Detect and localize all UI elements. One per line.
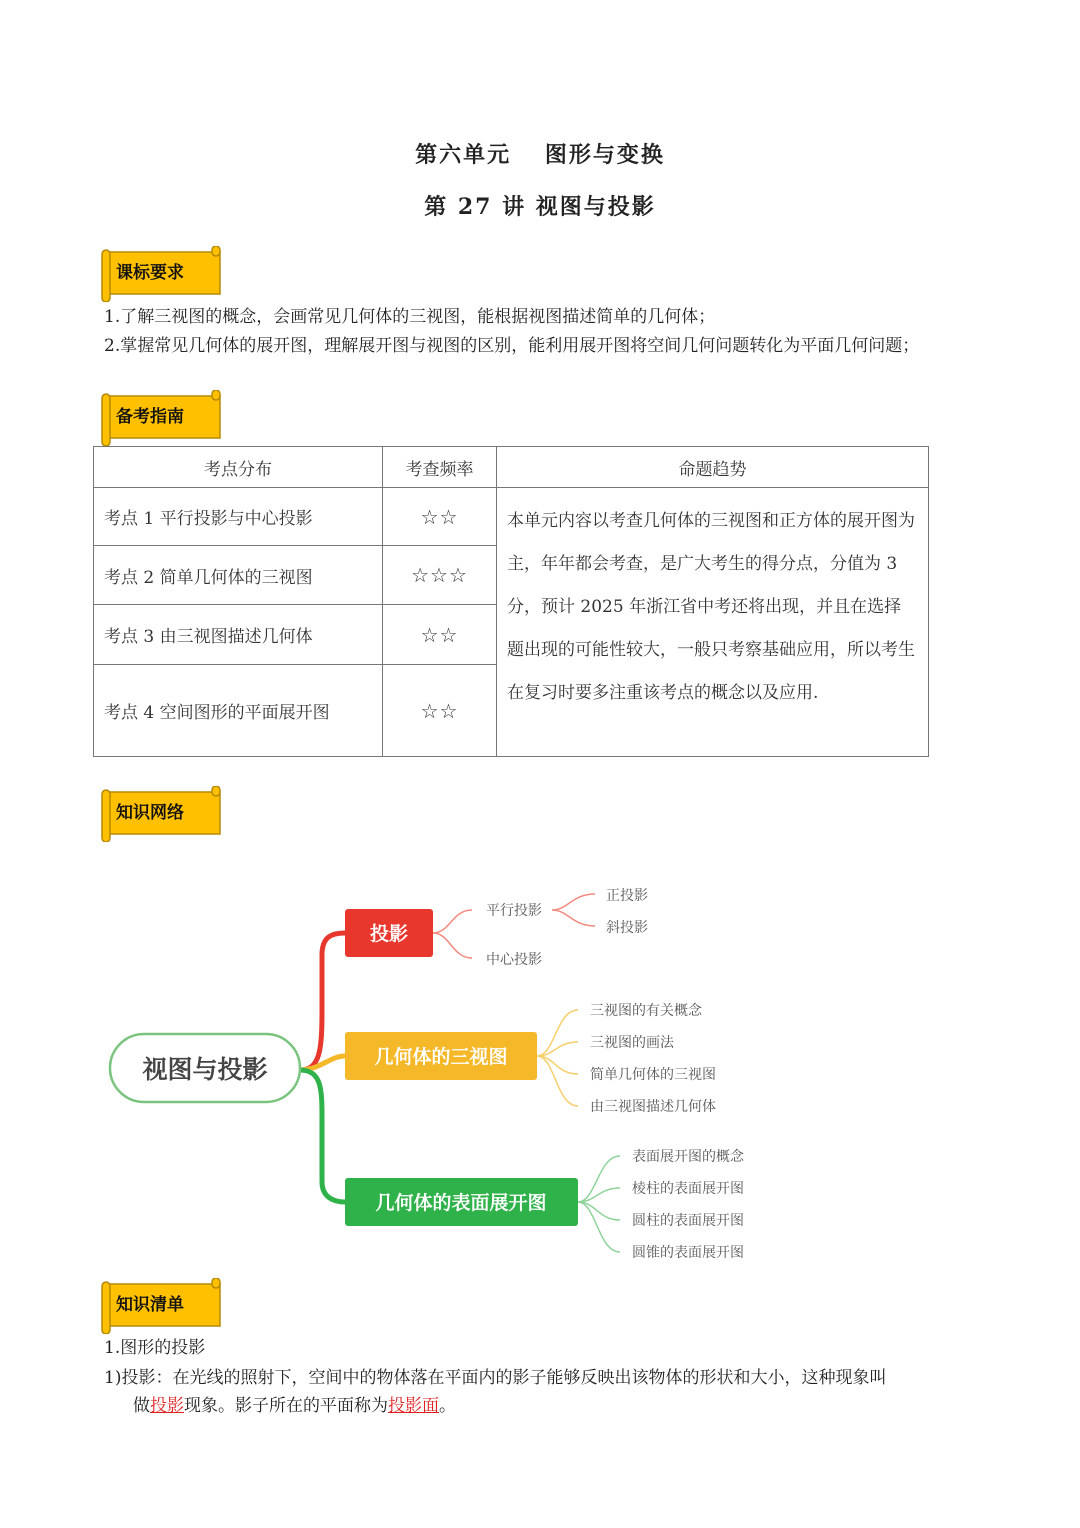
connector-line bbox=[537, 1010, 578, 1106]
table-row bbox=[94, 488, 929, 546]
table-header-row bbox=[94, 447, 929, 488]
section-tag-checklist bbox=[100, 1278, 222, 1330]
leaf-label: 棱柱的表面展开图 bbox=[632, 1181, 744, 1197]
table-header-cell: 考点分布 bbox=[94, 447, 383, 488]
unit-title: 第六单元 图形与变换 bbox=[415, 142, 665, 168]
leaf-label: 表面展开图的概念 bbox=[632, 1149, 744, 1165]
text-run: 现象。影子所在的平面称为 bbox=[184, 1396, 388, 1416]
section-tag-label: 知识网络 bbox=[116, 803, 184, 823]
leaf-label: 三视图的有关概念 bbox=[590, 1003, 702, 1019]
frequency-stars: ☆☆ bbox=[383, 665, 497, 757]
exam-point-cell: 考点 2 简单几何体的三视图 bbox=[94, 546, 383, 605]
highlight-term-projection: 投影 bbox=[150, 1396, 184, 1416]
checklist-heading: 1.图形的投影 bbox=[104, 1338, 206, 1358]
exam-point-cell: 考点 4 空间图形的平面展开图 bbox=[94, 665, 383, 757]
leaf-label: 中心投影 bbox=[486, 952, 542, 968]
exam-point-cell: 考点 3 由三视图描述几何体 bbox=[94, 605, 383, 665]
knowledge-mind-map bbox=[0, 870, 1080, 1270]
section-tag-label: 知识清单 bbox=[116, 1295, 184, 1315]
trend-cell: 本单元内容以考查几何体的三视图和正方体的展开图为主，年年都会考查，是广大考生的得分点，分值为 3 分，预计 2025 年浙江省中考还将出现，并且在选择题出现的可能性较大，一般只考察基础应用，所以考生在复习时要多注重该考点的概念以及应用. bbox=[497, 488, 929, 757]
table-header-cell: 命题趋势 bbox=[497, 447, 929, 488]
highlight-term-projection-plane: 投影面 bbox=[388, 1396, 439, 1416]
lecture-title: 第 27 讲 视图与投影 bbox=[424, 194, 656, 220]
text-run: 做 bbox=[133, 1396, 150, 1416]
checklist-paragraph-line-2 bbox=[133, 1392, 983, 1421]
exam-guide-table bbox=[93, 446, 929, 757]
frequency-stars: ☆☆ bbox=[383, 488, 497, 546]
branch-label: 几何体的三视图 bbox=[374, 1046, 508, 1068]
section-tag-label: 备考指南 bbox=[116, 407, 184, 427]
connector-line bbox=[433, 910, 472, 958]
checklist-paragraph-line-1: 1)投影：在光线的照射下，空间中的物体落在平面内的影子能够反映出该物体的形状和大小，这种现象叫 bbox=[104, 1368, 887, 1388]
connector-line bbox=[552, 894, 595, 926]
section-tag-label: 课标要求 bbox=[116, 263, 184, 283]
leaf-label: 平行投影 bbox=[486, 903, 542, 919]
root-label: 视图与投影 bbox=[142, 1055, 268, 1084]
connector-line bbox=[300, 1056, 345, 1070]
connector-line bbox=[300, 1070, 345, 1202]
frequency-stars: ☆☆ bbox=[383, 605, 497, 665]
branch-label: 投影 bbox=[369, 923, 409, 945]
frequency-stars: ☆☆☆ bbox=[383, 546, 497, 605]
leaf-label: 三视图的画法 bbox=[590, 1035, 674, 1051]
requirement-item-1: 1.了解三视图的概念，会画常见几何体的三视图，能根据视图描述简单的几何体； bbox=[104, 307, 716, 327]
leaf-label: 斜投影 bbox=[606, 920, 648, 936]
connector-line bbox=[300, 933, 345, 1070]
section-tag-network bbox=[100, 786, 222, 838]
requirement-item-2: 2.掌握常见几何体的展开图，理解展开图与视图的区别，能利用展开图将空间几何问题转化为平面几何问题； bbox=[104, 336, 920, 356]
leaf-label: 简单几何体的三视图 bbox=[590, 1067, 716, 1083]
leaf-label: 圆柱的表面展开图 bbox=[632, 1213, 744, 1229]
leaf-label: 由三视图描述几何体 bbox=[590, 1099, 716, 1115]
section-tag-guide bbox=[100, 390, 222, 442]
leaf-label: 正投影 bbox=[606, 888, 648, 904]
leaf-label: 圆锥的表面展开图 bbox=[632, 1245, 744, 1261]
connector-line bbox=[578, 1156, 620, 1252]
text-run: 。 bbox=[439, 1396, 456, 1416]
table-header-cell: 考查频率 bbox=[383, 447, 497, 488]
branch-label: 几何体的表面展开图 bbox=[375, 1192, 547, 1214]
section-tag-requirements bbox=[100, 246, 222, 298]
exam-point-cell: 考点 1 平行投影与中心投影 bbox=[94, 488, 383, 546]
